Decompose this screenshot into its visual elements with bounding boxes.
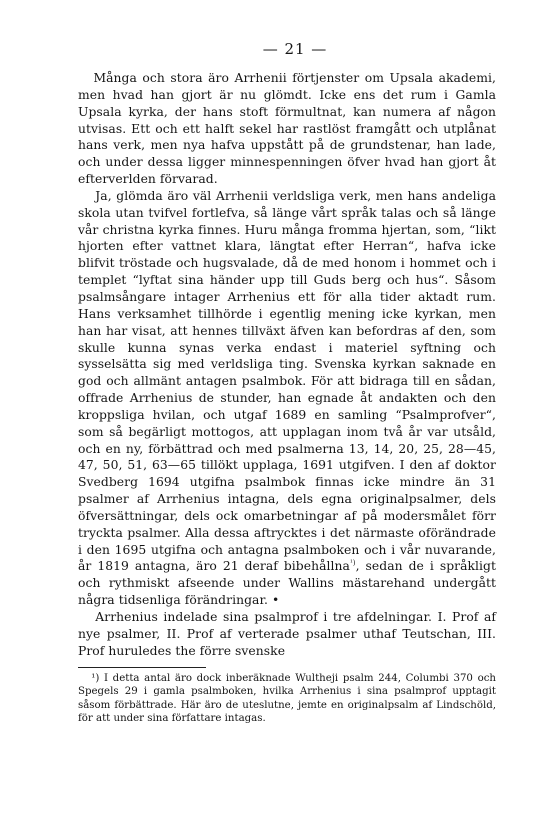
page-number: — 21 —	[262, 40, 328, 58]
paragraph-3: Arrhenius indelade sina psalmprof i tre afdelningar. I. Prof af nye psalmer, II. Prof af verterade psalmer uthaf Teutschan, III. Prof huruledes the förre svenske	[78, 610, 496, 658]
footnote-reference: ¹)	[349, 559, 356, 568]
footnote: ¹) I detta antal äro dock inberäknade Wultheji psalm 244, Columbi 370 och Spegels 29 i gamla psalmboken, hvilka Arrhenius i sina psalmprof upptagit såsom förbättrade. Här äro de uteslutne, jemte en originalpsalm af Lindschöld, för att under sina författare intagas.	[78, 672, 496, 725]
paragraph-2-text: Ja, glömda äro väl Arrhenii verldsliga verk, men hans andeliga skola utan tvifvel fortlefva, så länge vårt språk talas och så länge vår christna kyrka finnes. Huru många fromma hjertan, som, “likt hjorten efter vattnet klara, längtat efter Herran“, hafva icke blifvit tröstade och hugsvalade, då de med honom i hommet och i templet “lyftat sina händer upp till Guds berg och hus“. Såsom psalmsångare intager Arrhenius ett för alla tider aktadt rum. Hans verksamhet tillhörde i egentlig mening icke kyrkan, men han har visat, att hennes tillväxt äfven kan befordras af den, som skulle kunna synas verka endast i materiel syftning och sysselsätta sig med verldsliga ting. Svenska kyrkan saknade en god och allmänt antagen psalmbok. För att bidraga till en sådan, offrade Arrhenius de stunder, han egnade åt andakten och den kroppsliga hvilan, och utgaf 1689 en samling “Psalmprofver“, som så begärligt mottogos, att upplagan inom två år var utsåld, och en ny, förbättrad och med psalmerna 13, 14, 20, 25, 28—45, 47, 50, 51, 63—65 tillökt upplaga, 1691 utgifven. I den af doktor Svedberg 1694 utgifna psalmbok finnas icke mindre än 31 psalmer af Arrhenius intagna, dels egna originalpsalmer, dels öfversättningar, dels ock omarbetningar af på modersmålet förr tryckta psalmer. Alla dessa aftrycktes i det närmaste oförändrade i den 1695 utgifna och antagna psalmboken och i vår nuvarande, år 1819 antagna, äro 21 deraf bibehållna	[78, 188, 496, 574]
body-text	[78, 70, 496, 660]
footnote-divider	[78, 667, 206, 668]
paragraph-2	[78, 188, 496, 609]
paragraph-1: Många och stora äro Arrhenii förtjenster om Upsala akademi, men hvad han gjort är nu glömdt. Icke ens det rum i Gamla Upsala kyrka, der hans stoft förmultnat, kan numera af någon utvisas. Ett och ett halft sekel har rastlöst framgått och utplånat hans verk, men nya hafva uppstått på de grundstenar, han lade, och under dessa ligger minnespenningen öfver hvad han gjort åt efterverlden förvarad.	[78, 71, 496, 187]
paragraph-2-tail: , sedan de i språkligt och rythmiskt afseende under Wallins mästarehand undergått några tidsenliga förändringar. •	[78, 559, 496, 608]
book-page	[78, 40, 496, 726]
